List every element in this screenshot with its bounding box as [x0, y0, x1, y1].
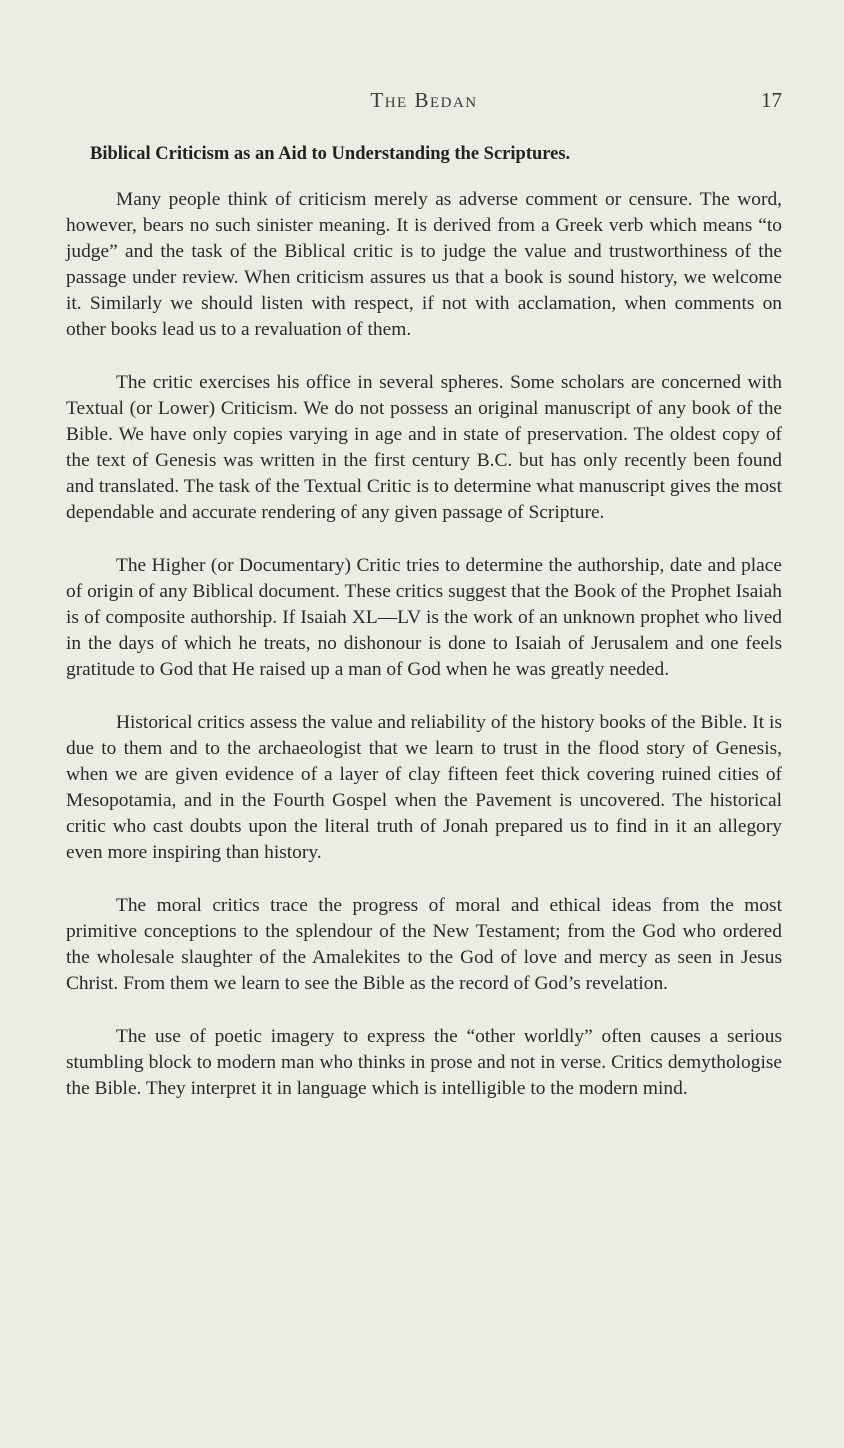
- paragraph-3: The Higher (or Documentary) Critic tries to determine the authorship, date and place of origin of any Biblical document. These critics suggest that the Book of the Prophet Isaiah is of composite authorship. If Isaiah XL—LV is the work of an unknown prophet who lived in the days of which he treats, no dishonour is done to Isaiah of Jerusalem and one feels gratitude to God that He raised up a man of God when he was greatly needed.: [66, 555, 782, 680]
- paragraph-1: Many people think of criticism merely as adverse comment or censure. The word, however, bears no such sinister meaning. It is derived from a Greek verb which means “to judge” and the task of the Biblical critic is to judge the value and trustworthiness of the passage under review. When criticism assures us that a book is sound history, we welcome it. Similarly we should listen with respect, if not with acclamation, when comments on other books lead us to a revaluation of them.: [66, 189, 782, 340]
- paragraph-2: The critic exercises his office in several spheres. Some scholars are concerned with Textual (or Lower) Criticism. We do not possess an original manuscript of any book of the Bible. We have only copies varying in age and in state of preservation. The oldest copy of the text of Genesis was written in the first century B.C. but has only recently been found and translated. The task of the Textual Critic is to determine what manuscript gives the most dependable and accurate rendering of any given passage of Scripture.: [66, 372, 782, 523]
- article-title: Biblical Criticism as an Aid to Understanding the Scriptures.: [90, 144, 571, 164]
- paragraph-4: Historical critics assess the value and reliability of the history books of the Bible. It is due to them and to the archaeologist that we learn to trust in the flood story of Genesis, when we are given evidence of a layer of clay fifteen feet thick covering ruined cities of Mesopotamia, and in the Fourth Gospel when the Pavement is uncovered. The historical critic who cast doubts upon the literal truth of Jonah prepared us to find in it an allegory even more inspiring than history.: [66, 712, 782, 863]
- page-number: 17: [761, 88, 782, 112]
- running-header: [66, 88, 782, 120]
- article-body: [66, 187, 782, 1102]
- paragraph-6: The use of poetic imagery to express the “other worldly” often causes a serious stumbling block to modern man who thinks in prose and not in verse. Critics demythologise the Bible. They interpret it in language which is intelligible to the modern mind.: [66, 1026, 782, 1099]
- paragraph-5: The moral critics trace the progress of moral and ethical ideas from the most primitive conceptions to the splendour of the New Testament; from the God who ordered the wholesale slaughter of the Amalekites to the God of love and mercy as seen in Jesus Christ. From them we learn to see the Bible as the record of God’s revelation.: [66, 895, 782, 994]
- running-title: The Bedan: [370, 88, 478, 112]
